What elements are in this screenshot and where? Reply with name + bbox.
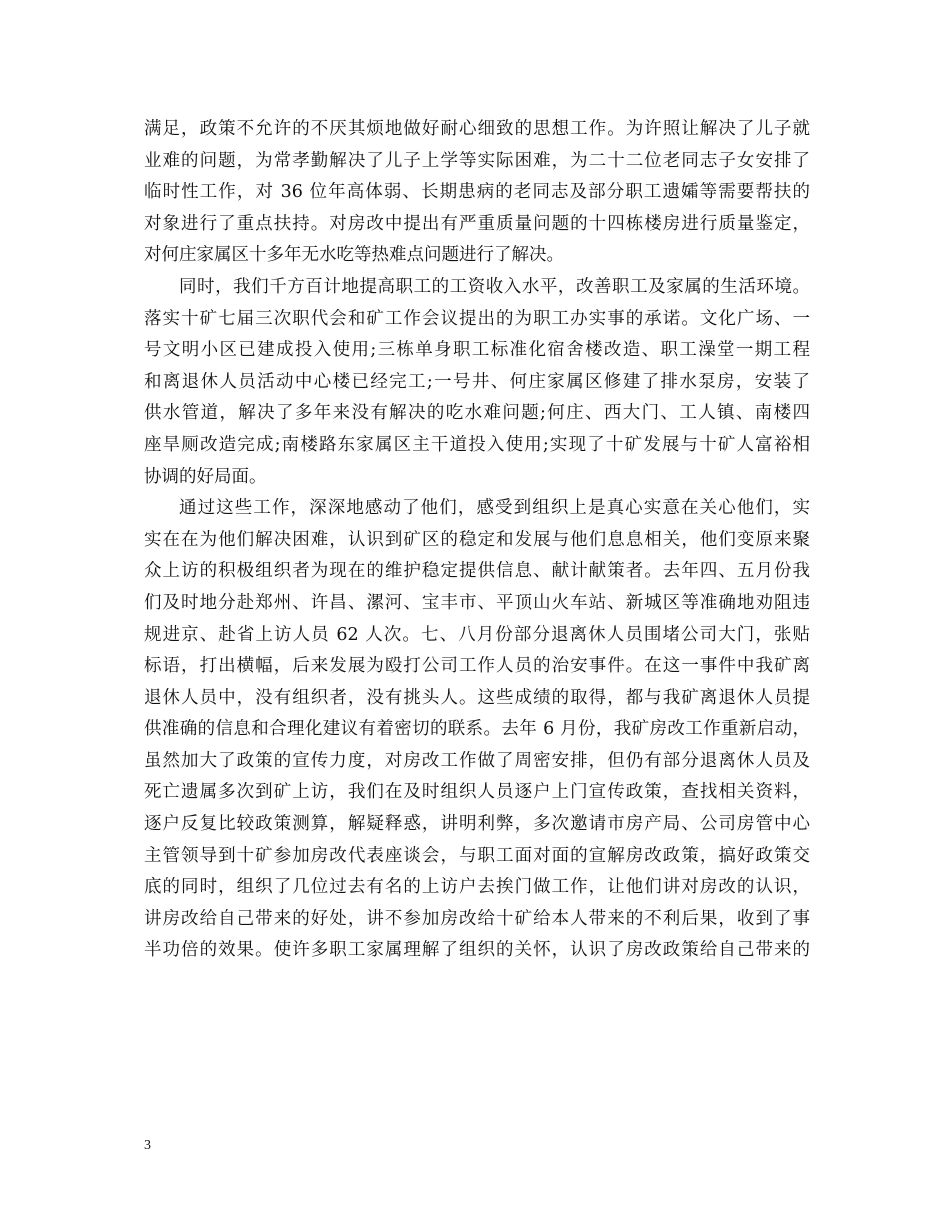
text-line: 逐户反复比较政策测算，解疑释惑，讲明利弊，多次邀请市房产局、公司房管中心 <box>144 814 810 835</box>
text-line: 供准确的信息和合理化建议有着密切的联系。去年 6 月份，我矿房改工作重新启动， <box>144 719 810 740</box>
text-line: 实在在为他们解决困难，认识到矿区的稳定和发展与他们息息相关，他们变原来聚 <box>144 529 810 550</box>
text-line: 对何庄家属区十多年无水吃等热难点问题进行了解决。 <box>144 245 564 266</box>
text-line: 退休人员中，没有组织者，没有挑头人。这些成绩的取得，都与我矿离退休人员提 <box>144 687 810 708</box>
text-line: 半功倍的效果。使许多职工家属理解了组织的关怀，认识了房改政策给自己带来的 <box>144 940 810 961</box>
text-line: 对象进行了重点扶持。对房改中提出有严重质量问题的十四栋楼房进行质量鉴定， <box>144 213 810 234</box>
text-line: 满足，政策不允许的不厌其烦地做好耐心细致的思想工作。为许照让解决了儿子就 <box>144 119 810 139</box>
text-line: 座旱厕改造完成;南楼路东家属区主干道投入使用;实现了十矿发展与十矿人富裕相 <box>144 434 810 455</box>
body-text <box>144 114 810 967</box>
text-line: 底的同时，组织了几位过去有名的上访户去挨门做工作，让他们讲对房改的认识， <box>144 877 810 898</box>
text-line: 临时性工作，对 36 位年高体弱、长期患病的老同志及部分职工遗孀等需要帮扶的 <box>144 182 810 203</box>
text-line: 们及时地分赴郑州、许昌、漯河、宝丰市、平顶山火车站、新城区等准确地劝阻违 <box>144 592 810 613</box>
text-line: 众上访的积极组织者为现在的维护稳定提供信息、献计献策者。去年四、五月份我 <box>144 561 810 582</box>
text-line: 落实十矿七届三次职代会和矿工作会议提出的为职工办实事的承诺。文化广场、一 <box>144 308 810 329</box>
text-line: 讲房改给自己带来的好处，讲不参加房改给十矿给本人带来的不利后果，收到了事 <box>144 908 810 929</box>
text-line: 虽然加大了政策的宣传力度，对房改工作做了周密安排，但仍有部分退离休人员及 <box>144 750 810 771</box>
text-line: 供水管道，解决了多年来没有解决的吃水难问题;何庄、西大门、工人镇、南楼四 <box>144 403 810 424</box>
text-line: 主管领导到十矿参加房改代表座谈会，与职工面对面的宣解房改政策，搞好政策交 <box>144 845 810 866</box>
text-line: 同时，我们千方百计地提高职工的工资收入水平，改善职工及家属的生活环境。 <box>179 276 810 297</box>
text-line: 号文明小区已建成投入使用;三栋单身职工标准化宿舍楼改造、职工澡堂一期工程 <box>144 340 810 361</box>
text-line: 和离退休人员活动中心楼已经完工;一号井、何庄家属区修建了排水泵房，安装了 <box>144 371 810 392</box>
text-line: 规进京、赴省上访人员 62 人次。七、八月份部分退离休人员围堵公司大门，张贴 <box>144 624 810 645</box>
page-number: 3 <box>144 1138 151 1153</box>
text-line: 通过这些工作，深深地感动了他们，感受到组织上是真心实意在关心他们，实 <box>179 498 810 519</box>
text-line: 标语，打出横幅，后来发展为殴打公司工作人员的治安事件。在这一事件中我矿离 <box>144 656 810 677</box>
text-line: 协调的好局面。 <box>144 466 267 487</box>
text-line: 死亡遗属多次到矿上访，我们在及时组织人员逐户上门宣传政策，查找相关资料， <box>144 782 810 803</box>
text-line: 业难的问题，为常孝勤解决了儿子上学等实际困难，为二十二位老同志子女安排了 <box>144 150 810 171</box>
